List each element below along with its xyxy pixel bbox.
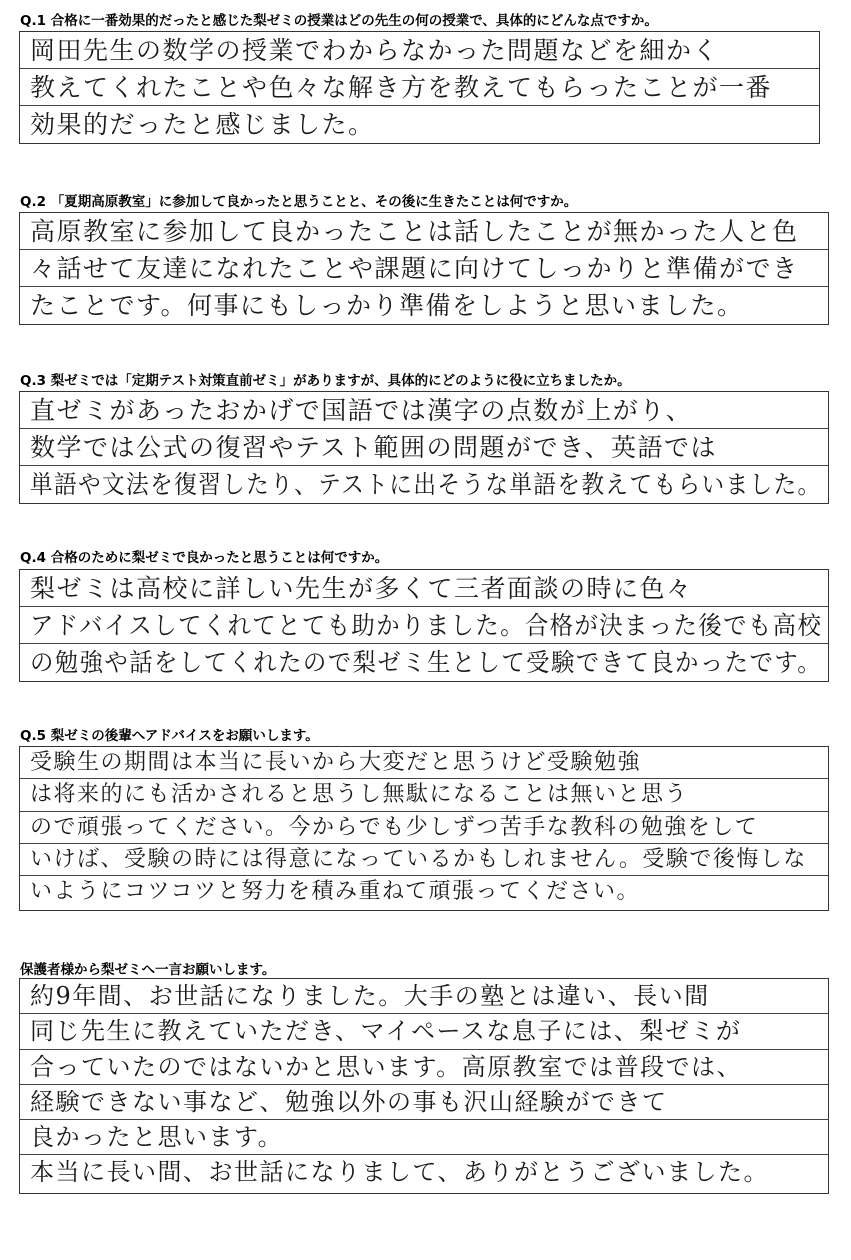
question-4-label: Q.4 合格のために梨ゼミで良かったと思うことは何ですか。 (20, 550, 389, 566)
answer-line: ので頑張ってください。今からでも少しずつ苦手な教科の勉強をして (20, 812, 828, 844)
answer-line: 数学では公式の復習やテスト範囲の問題ができ、英語では (20, 429, 828, 466)
answer-line: 合っていたのではないかと思います。高原教室では普段では、 (20, 1050, 828, 1085)
answer-line: 効果的だったと感じました。 (30, 110, 375, 139)
answer-line: 良かったと思います。 (20, 1120, 828, 1155)
question-1-answer-box (19, 31, 820, 144)
answer-line: 単語や文法を復習したり、テストに出そうな単語を教えてもらいました。 (30, 470, 822, 499)
answer-line: 々話せて友達になれたことや課題に向けてしっかりと準備ができ (20, 250, 828, 287)
answer-line: 高原教室に参加して良かったことは話したことが無かった人と色 (20, 213, 828, 250)
answer-line: 約9年間、お世話になりました。大手の塾とは違い、長い間 (20, 979, 828, 1014)
answer-line: いけば、受験の時には得意になっているかもしれません。受験で後悔しな (20, 844, 828, 876)
answer-line: 梨ゼミは高校に詳しい先生が多くて三者面談の時に色々 (20, 570, 828, 607)
question-2-answer-box (19, 212, 829, 325)
answer-line: は将来的にも活かされると思うし無駄になることは無いと思う (20, 779, 828, 811)
question-3-label: Q.3 梨ゼミでは「定期テスト対策直前ゼミ」がありますが、具体的にどのように役に立ちましたか。 (20, 373, 631, 389)
parent-comment-box (19, 978, 829, 1194)
question-5-label: Q.5 梨ゼミの後輩へアドバイスをお願いします。 (20, 728, 319, 744)
question-4-answer-box (19, 569, 829, 682)
answer-line: 直ゼミがあったおかげで国語では漢字の点数が上がり、 (20, 392, 828, 429)
answer-line: 同じ先生に教えていただき、マイペースな息子には、梨ゼミが (20, 1014, 828, 1049)
question-2-label: Q.2 「夏期高原教室」に参加して良かったと思うことと、その後に生きたことは何ですか。 (20, 194, 578, 210)
question-3-answer-box (19, 391, 829, 504)
answer-line: 教えてくれたことや色々な解き方を教えてもらったことが一番 (20, 69, 819, 106)
answer-line: いようにコツコツと努力を積み重ねて頑張ってください。 (30, 879, 641, 905)
answer-line: 経験できない事など、勉強以外の事も沢山経験ができて (20, 1085, 828, 1120)
question-5-answer-box (19, 746, 829, 911)
answer-line: 受験生の期間は本当に長いから大変だと思うけど受験勉強 (20, 747, 828, 779)
answer-line: アドバイスしてくれてとても助かりました。合格が決まった後でも高校 (20, 607, 828, 644)
answer-line: たことです。何事にもしっかり準備をしようと思いました。 (30, 291, 744, 320)
answer-line: 本当に長い間、お世話になりまして、ありがとうございました。 (30, 1158, 770, 1187)
answer-line: 岡田先生の数学の授業でわからなかった問題などを細かく (20, 32, 819, 69)
answer-line: の勉強や話をしてくれたので梨ゼミ生として受験できて良かったです。 (30, 648, 823, 677)
question-1-label: Q.1 合格に一番効果的だったと感じた梨ゼミの授業はどの先生の何の授業で、具体的にどんな点ですか。 (20, 13, 658, 29)
parent-comment-label: 保護者様から梨ゼミへ一言お願いします。 (20, 962, 276, 978)
